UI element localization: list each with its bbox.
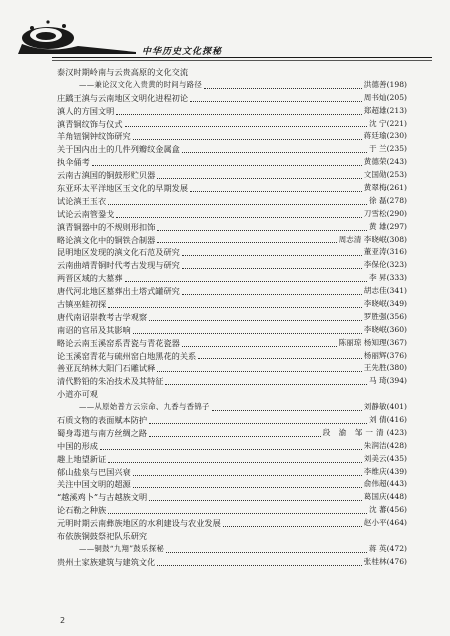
entry-page: (439): [386, 466, 407, 476]
toc-entry: [57, 350, 407, 363]
entry-page: (401): [386, 402, 407, 412]
dot-leader: [166, 552, 367, 553]
dot-leader: [125, 281, 367, 282]
dot-leader: [223, 526, 362, 527]
entry-page: (394): [386, 376, 407, 386]
dot-leader: [149, 436, 321, 437]
toc-heading: [57, 530, 407, 543]
toc-entry: [57, 272, 407, 285]
entry-title: 善亚瓦纳林大阳门石雕试释: [57, 363, 156, 374]
dot-leader: [157, 565, 362, 566]
toc-entry: [57, 375, 407, 388]
dot-leader: [190, 191, 362, 192]
entry-page: (235): [386, 144, 407, 154]
entry-author: 罗胜强: [363, 311, 387, 321]
toc-entry: [57, 182, 407, 195]
dot-leader: [182, 346, 337, 347]
dot-leader: [149, 500, 362, 501]
toc-subtitle-row: [57, 79, 407, 92]
entry-title: 清代黔铅的朱冶技术及其特征: [57, 376, 164, 387]
entry-author: 马 琦: [368, 376, 387, 386]
entry-title: 庄蹻王滇与云南地区文明化进程初论: [57, 92, 189, 103]
entry-author: 刘静敏: [363, 402, 387, 412]
entry-title: 蜀身毒道与南方丝绸之路: [57, 427, 148, 438]
dot-leader: [182, 152, 367, 153]
entry-page: (316): [386, 247, 407, 257]
toc-entry: [57, 440, 407, 453]
entry-title: 南诏的官吊及其影响: [57, 324, 131, 335]
entry-page: (198): [386, 79, 407, 89]
toc-entry: [57, 556, 407, 569]
entry-author: 董亚涛: [363, 247, 387, 257]
entry-title: 贵州土家族建筑与建筑文化: [57, 556, 156, 567]
entry-author: 杨丽辉: [363, 350, 387, 360]
toc-entry: [57, 156, 407, 169]
entry-author: 俞伟超: [363, 479, 387, 489]
entry-author: 沈 宁: [368, 118, 387, 128]
toc-subtitle-row: [57, 401, 407, 414]
entry-author: 陈丽琼 杨知理: [338, 337, 387, 347]
entry-author: 蒋廷瑜: [363, 131, 387, 141]
entry-author: 徐 磊: [368, 195, 387, 205]
dot-leader: [204, 88, 362, 89]
entry-title: 元明时期云南彝族地区的水利建设与农业发展: [57, 518, 221, 529]
entry-author: 刘 倩: [368, 415, 387, 425]
entry-title: 羊角钮铜钟纹饰研究: [57, 131, 131, 142]
toc-entry: [57, 479, 407, 492]
entry-title: 昆明地区发现的滇文化石范及研究: [57, 247, 180, 258]
entry-page: (243): [386, 157, 407, 167]
header-rule: [52, 57, 432, 59]
entry-title: 石质文物的表面赋本防护: [57, 415, 148, 426]
entry-title: 古镇巫蛙初探: [57, 299, 107, 310]
entry-page: (261): [386, 183, 407, 192]
series-title: 中华历史文化探秘: [142, 47, 223, 57]
entry-author: 葛国庆: [363, 492, 387, 502]
header-rule-thin: [52, 60, 432, 61]
dot-leader: [182, 268, 362, 269]
dot-leader: [133, 487, 362, 488]
entry-author: 李维庆: [363, 466, 387, 476]
dot-leader: [149, 320, 362, 321]
toc-entry: [57, 285, 407, 298]
toc-heading: [57, 66, 407, 79]
toc-entry: [57, 517, 407, 530]
toc-entry: [57, 234, 407, 247]
dot-leader: [125, 126, 367, 127]
dot-leader: [92, 165, 362, 166]
toc-entry: [57, 259, 407, 272]
dot-leader: [182, 294, 362, 295]
entry-author: 赵小平: [363, 518, 387, 528]
entry-author: 洪德善: [363, 79, 387, 89]
entry-page: (333): [386, 273, 407, 283]
entry-title: “越溪鸡卜”与古越族文明: [57, 492, 148, 503]
entry-page: (297): [386, 221, 407, 231]
entry-author: 王先胜: [363, 363, 387, 373]
entry-page: (464): [386, 518, 407, 528]
entry-page: (278): [386, 195, 407, 205]
entry-author: 张桂林: [363, 556, 387, 566]
entry-author: 黄翠梅: [363, 183, 387, 192]
dot-leader: [157, 230, 367, 231]
entry-page: (308): [386, 234, 407, 244]
toc-heading: [57, 388, 407, 401]
toc-entry: [57, 130, 407, 143]
entry-page: (380): [386, 363, 407, 373]
entry-page: (416): [386, 415, 407, 425]
entry-title: 云南古滇国的铜鼓形贮贝器: [57, 170, 156, 181]
toc-entry: [57, 92, 407, 105]
entry-author: 郑超雄: [363, 105, 387, 115]
toc-entry: [57, 298, 407, 311]
toc-entry: [57, 362, 407, 375]
entry-page: (456): [386, 505, 407, 515]
entry-author: 周书灿: [363, 92, 387, 102]
entry-title: 两晋区域的大墓葬: [57, 273, 123, 284]
entry-page: (435): [386, 453, 407, 463]
page-header: [0, 0, 450, 64]
entry-author: 朱润洁: [363, 440, 387, 450]
dot-leader: [108, 204, 367, 205]
page-number: 2: [60, 616, 66, 625]
entry-title: 郁山盐泉与巴国兴衰: [57, 466, 131, 477]
entry-title: 东亚环太平洋地区玉文化的早期发展: [57, 183, 189, 193]
entry-title: 滇青铜纹饰与仪式: [57, 118, 123, 129]
toc-entry: [57, 337, 407, 350]
entry-page: (423): [386, 427, 407, 437]
entry-page: (448): [386, 492, 407, 502]
entry-page: (341): [386, 286, 407, 296]
toc-entry: [57, 324, 407, 337]
entry-page: (472): [386, 543, 407, 553]
entry-page: (376): [386, 350, 407, 360]
entry-author: 刘美云: [363, 453, 387, 463]
toc-entry: [57, 466, 407, 479]
entry-page: (356): [386, 311, 407, 321]
toc-entry: [57, 208, 407, 221]
dot-leader: [133, 475, 362, 476]
entry-author: 周志清 李晓岷: [338, 234, 387, 244]
entry-title: 趣上地望新证: [57, 453, 107, 464]
entry-page: (360): [386, 324, 407, 334]
dot-leader: [157, 242, 336, 243]
entry-title: 云南曲靖青铜时代考古发现与研究: [57, 260, 180, 271]
entry-author: 李 昇: [368, 273, 387, 283]
dot-leader: [157, 371, 362, 372]
entry-title: 布依族铜鼓祭祀队乐研究: [57, 531, 148, 542]
entry-title: 论石勒之种族: [57, 505, 107, 516]
toc-entry: [57, 246, 407, 259]
toc-entry: [57, 105, 407, 118]
entry-title: ——从原始普方云宗命、九香与香锦子: [79, 402, 210, 412]
entry-title: 试论滇王玉衣: [57, 195, 107, 206]
toc-entry: [57, 427, 407, 440]
entry-page: (213): [386, 105, 407, 115]
entry-author: 蒋 英: [368, 543, 387, 553]
entry-page: (428): [386, 440, 407, 450]
entry-page: (290): [386, 208, 407, 218]
toc-entry: [57, 504, 407, 517]
toc-entry: [57, 453, 407, 466]
entry-page: (349): [386, 299, 407, 309]
entry-title: 滇青铜器中的不规则形扣饰: [57, 221, 156, 232]
dot-leader: [108, 307, 362, 308]
entry-title: 关注中国文明的超源: [57, 479, 131, 490]
entry-author: 刀雪松: [363, 208, 387, 218]
dot-leader: [212, 410, 362, 411]
dot-leader: [165, 384, 367, 385]
entry-author: 沈 蕃: [368, 505, 387, 515]
table-of-contents: [57, 66, 407, 569]
dot-leader: [116, 114, 361, 115]
entry-title: 关于国内出土的几件列瓣纹金属盒: [57, 144, 180, 155]
toc-entry: [57, 195, 407, 208]
entry-page: (230): [386, 131, 407, 141]
entry-author: 黄 雄: [368, 221, 387, 231]
entry-title: ——铜鼓“九翔”鼓乐探秘: [79, 543, 165, 553]
toc-entry: [57, 311, 407, 324]
series-logo-icon: [18, 14, 138, 54]
entry-title: 泰汉时期岭南与云贵高原的文化交流: [57, 66, 189, 77]
dot-leader: [100, 449, 362, 450]
entry-page: (443): [386, 479, 407, 489]
dot-leader: [116, 217, 361, 218]
entry-page: (323): [386, 260, 407, 270]
dot-leader: [133, 139, 362, 140]
toc-entry: [57, 221, 407, 234]
entry-title: 滇人的方国文明: [57, 105, 115, 116]
toc-entry: [57, 491, 407, 504]
dot-leader: [182, 255, 362, 256]
entry-author: 段 渝 邹一清: [322, 427, 387, 437]
dot-leader: [149, 423, 367, 424]
dot-leader: [198, 358, 362, 359]
entry-title: 小道亦可观: [57, 389, 98, 400]
dot-leader: [190, 101, 362, 102]
dot-leader: [108, 513, 367, 514]
entry-author: 于 兰: [368, 144, 387, 154]
entry-title: 中国的形成: [57, 440, 98, 451]
entry-title: 略论云南玉溪窑系青瓷与青花瓷器: [57, 337, 180, 348]
dot-leader: [108, 462, 362, 463]
entry-page: (221): [386, 118, 407, 128]
entry-page: (205): [386, 92, 407, 102]
toc-entry: [57, 414, 407, 427]
toc-entry: [57, 143, 407, 156]
toc-entry: [57, 169, 407, 182]
entry-title: 论玉溪窑青花与硫州窑白地黑花的关系: [57, 350, 197, 361]
entry-author: 李晓岷: [363, 324, 387, 334]
entry-page: (367): [386, 337, 407, 347]
entry-page: (253): [386, 170, 407, 180]
entry-author: 李晓岷: [363, 299, 387, 309]
entry-author: 胡志佳: [363, 286, 387, 296]
toc-subtitle-row: [57, 543, 407, 556]
entry-author: 李保伦: [363, 260, 387, 270]
entry-title: 试论云南管銎戈: [57, 208, 115, 219]
dot-leader: [133, 333, 362, 334]
entry-author: 文国勋: [363, 170, 387, 180]
dot-leader: [157, 178, 362, 179]
entry-title: 略论滇文化中的铜铁合制器: [57, 234, 156, 245]
entry-title: 唐代河北地区墓葬出土塔式罐研究: [57, 286, 180, 297]
entry-page: (476): [386, 556, 407, 566]
entry-title: ——兼论汉文化入贵黄的时间与路径: [79, 79, 203, 89]
entry-title: 执伞俑考: [57, 157, 90, 168]
entry-author: 黄德荣: [363, 157, 387, 167]
toc-entry: [57, 118, 407, 131]
entry-title: 唐代南诏崇教考古学观察: [57, 311, 148, 322]
